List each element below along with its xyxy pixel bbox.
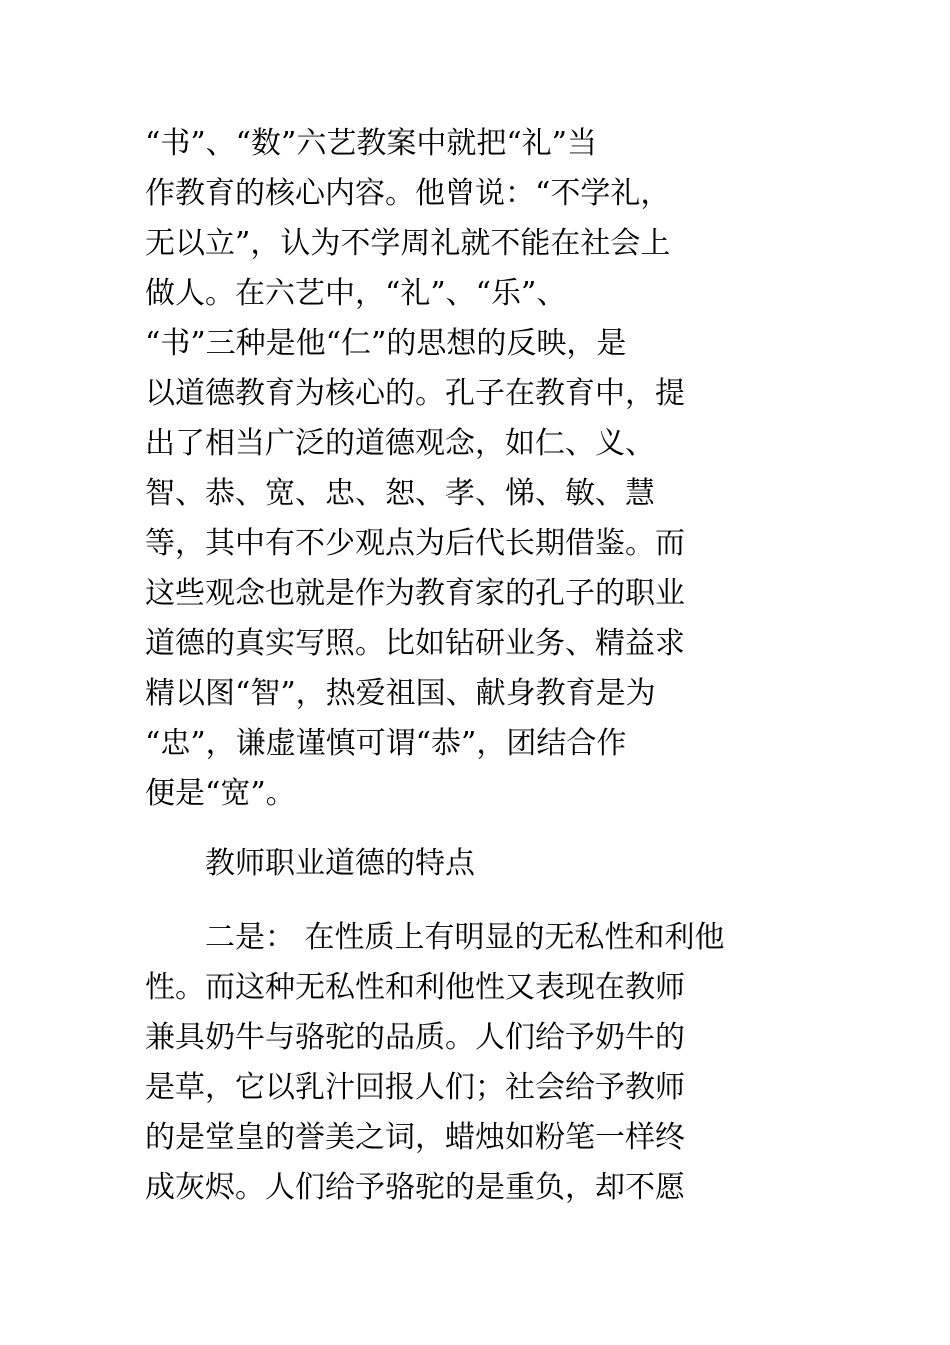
paragraph-1-line: “忠”，谦虚谨慎可谓“恭”，团结合作 (145, 726, 627, 761)
paragraph-2-line: 性。而这种无私性和利他性又表现在教师 (145, 970, 685, 1005)
paragraph-1-line: 精以图“智”，热爱祖国、献身教育是为 (145, 676, 656, 711)
paragraph-2-line: 的是堂皇的誉美之词，蜡烛如粉笔一样终 (145, 1120, 685, 1155)
paragraph-1-line: 道德的真实写照。比如钻研业务、精益求 (145, 626, 685, 661)
paragraph-1-line: 以道德教育为核心的。孔子在教育中，提 (145, 376, 685, 411)
paragraph-1-line: 做人。在六艺中，“礼”、“乐”、 (145, 276, 567, 311)
paragraph-2-line: 是草，它以乳汁回报人们；社会给予教师 (145, 1070, 685, 1105)
paragraph-1-line: 这些观念也就是作为教育家的孔子的职业 (145, 576, 685, 611)
paragraph-2-line: 兼具奶牛与骆驼的品质。人们给予奶牛的 (145, 1020, 685, 1055)
paragraph-1-line: 智、恭、宽、忠、恕、孝、悌、敏、慧 (145, 476, 655, 511)
paragraph-1-line: “书”、“数”六艺教案中就把“礼”当 (145, 126, 598, 161)
paragraph-1-line: 作教育的核心内容。他曾说：“不学礼， (145, 176, 671, 211)
paragraph-2-line: 二是： 在性质上有明显的无私性和利他 (205, 920, 725, 955)
paragraph-1-line: “书”三种是他“仁”的思想的反映，是 (145, 326, 627, 361)
paragraph-1-line: 等，其中有不少观点为后代长期借鉴。而 (145, 526, 685, 561)
section-heading: 教师职业道德的特点 (205, 846, 475, 881)
paragraph-2-line: 成灰烬。人们给予骆驼的是重负，却不愿 (145, 1170, 685, 1205)
paragraph-1-line: 便是“宽”。 (145, 776, 296, 811)
paragraph-1-line: 无以立”，认为不学周礼就不能在社会上 (145, 226, 671, 261)
paragraph-1-line: 出了相当广泛的道德观念，如仁、义、 (145, 426, 655, 461)
